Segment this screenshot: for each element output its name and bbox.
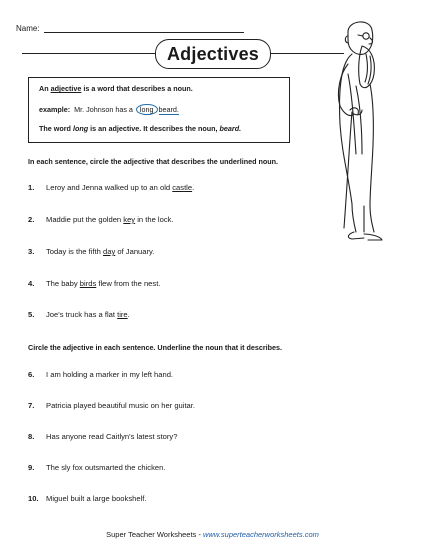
list-item: 3. Today is the fifth day of January.: [28, 247, 155, 256]
underlined-noun: day: [103, 247, 116, 256]
name-row: [16, 24, 244, 33]
list-item: 10. Miguel built a large bookshelf.: [28, 494, 147, 503]
explanation-line: The word long is an adjective. It describes the noun, beard.: [39, 124, 242, 134]
page-title: [155, 39, 271, 69]
footer-site-link[interactable]: www.superteacherworksheets.com: [202, 530, 319, 539]
list-item: 8. Has anyone read Caitlyn's latest story?: [28, 432, 178, 441]
list-item: 6. I am holding a marker in my left hand.: [28, 370, 174, 379]
underlined-noun: birds: [79, 279, 97, 288]
example-line: example: Mr. Johnson has a long beard.: [39, 105, 179, 115]
definition-line: An adjective is a word that describes a noun.: [39, 84, 193, 93]
list-item: 2. Maddie put the golden key in the lock.: [28, 215, 174, 224]
list-item: 5. Joe's truck has a flat tire.: [28, 310, 130, 319]
page-title-text: Adjectives: [166, 43, 260, 64]
list-item: 4. The baby birds flew from the nest.: [28, 279, 161, 288]
name-field[interactable]: [44, 24, 244, 33]
section1-instruction: In each sentence, circle the adjective that describes the underlined noun.: [28, 157, 279, 166]
footer: Super Teacher Worksheets - www.superteacherworksheets.com: [106, 530, 319, 539]
footer-brand: Super Teacher Worksheets: [106, 530, 197, 539]
name-label: Name:: [16, 24, 40, 33]
list-item: 7. Patricia played beautiful music on her guitar.: [28, 401, 196, 410]
section2-instruction: Circle the adjective in each sentence. Underline the noun that it describes.: [28, 343, 283, 352]
adjective-term: adjective: [50, 84, 82, 93]
underlined-noun: castle: [172, 183, 193, 192]
list-item: 9. The sly fox outsmarted the chicken.: [28, 463, 166, 472]
underlined-noun: key: [123, 215, 136, 224]
list-item: 1. Leroy and Jenna walked up to an old castle.: [28, 183, 195, 192]
old-man-illustration: [318, 14, 398, 244]
example-underlined-noun: beard.: [158, 105, 179, 115]
definition-box: [28, 77, 290, 143]
underlined-noun: tire: [117, 310, 128, 319]
example-circled-adjective: long: [136, 104, 158, 115]
